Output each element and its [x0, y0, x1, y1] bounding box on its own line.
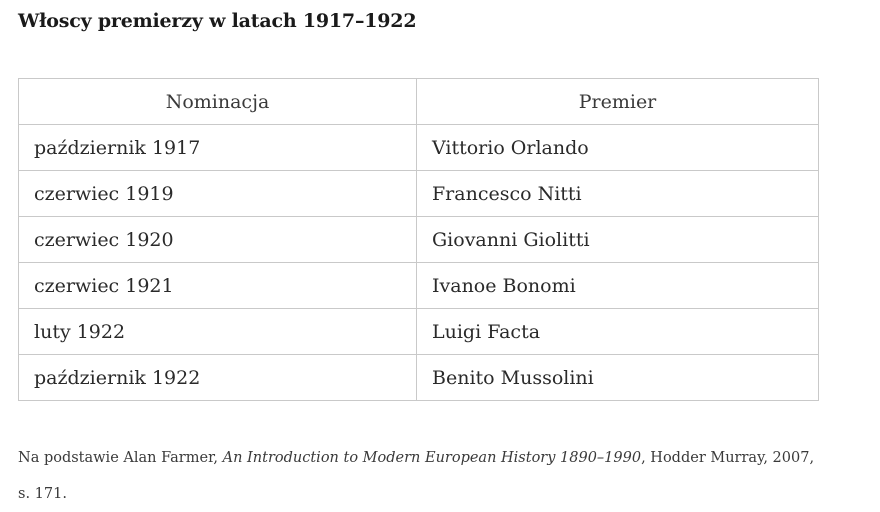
source-suffix: , Hodder Murray, 2007, s. 171. [18, 450, 815, 502]
nomination-cell: czerwiec 1919 [19, 171, 417, 217]
premier-cell: Francesco Nitti [417, 171, 819, 217]
table-row [19, 171, 819, 217]
page-title: Włoscy premierzy w latach 1917–1922 [18, 10, 417, 32]
premier-cell: Ivanoe Bonomi [417, 263, 819, 309]
nomination-cell: czerwiec 1920 [19, 217, 417, 263]
source-citation [18, 440, 828, 512]
premier-cell: Benito Mussolini [417, 355, 819, 401]
nomination-cell: czerwiec 1921 [19, 263, 417, 309]
nomination-cell: październik 1917 [19, 125, 417, 171]
table-header-row [19, 79, 819, 125]
table-row [19, 263, 819, 309]
premier-cell: Vittorio Orlando [417, 125, 819, 171]
premier-cell: Luigi Facta [417, 309, 819, 355]
prime-ministers-table [18, 78, 819, 401]
table-row [19, 217, 819, 263]
nomination-cell: październik 1922 [19, 355, 417, 401]
source-prefix: Na podstawie Alan Farmer, [18, 450, 223, 466]
column-header-nomination: Nominacja [19, 79, 417, 125]
column-header-premier: Premier [417, 79, 819, 125]
premier-cell: Giovanni Giolitti [417, 217, 819, 263]
table-row [19, 309, 819, 355]
table-row [19, 125, 819, 171]
table-row [19, 355, 819, 401]
nomination-cell: luty 1922 [19, 309, 417, 355]
source-book-title: An Introduction to Modern European History 1890–1990 [222, 450, 642, 466]
